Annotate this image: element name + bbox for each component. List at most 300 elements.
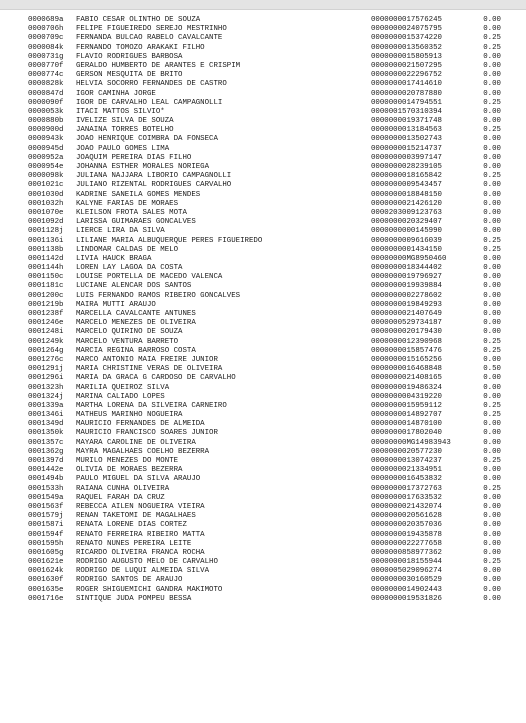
list-row [0, 540, 526, 549]
row-number: 0000000021407649 [371, 310, 442, 318]
row-code: 0001533h [28, 484, 64, 493]
row-number: 0000000019531826 [371, 594, 442, 603]
row-code: 0000828k [28, 80, 64, 89]
row-number: 0000000022277658 [371, 539, 442, 548]
row-number: 0000000020329407 [371, 218, 442, 227]
row-value: 0.00 [483, 429, 501, 438]
list-row [0, 246, 526, 255]
row-code: 0001442e [28, 466, 64, 475]
row-value: 0.00 [483, 254, 501, 263]
row-code: 0000774c [28, 71, 64, 80]
row-name: KLEILSON FROTA SALES MOTA [76, 208, 187, 217]
row-value: 0.00 [483, 328, 501, 337]
row-name: JANAINA TORRES BOTELHO [76, 126, 174, 135]
row-code: 0001070e [28, 208, 64, 217]
list-row [0, 420, 526, 429]
list-row [0, 218, 526, 227]
row-number: 0000000018344402 [371, 264, 442, 273]
row-name: MARIA DA GRACA G CARDOSO DE CARVALHO [76, 374, 236, 383]
row-code: 0001324j [28, 392, 64, 401]
list-row [0, 310, 526, 319]
row-number: 0000000014794551 [371, 98, 442, 107]
row-value: 0.00 [483, 521, 501, 530]
row-value: 0.25 [483, 245, 501, 254]
list-row [0, 191, 526, 200]
row-code: 0001605g [28, 548, 64, 557]
row-name: GERALDO HUMBERTO DE ARANTES E CRISPIM [76, 61, 241, 70]
row-code: 0000706h [28, 25, 64, 34]
row-code: 0001138b [28, 245, 64, 254]
row-name: JULIANO RIZENTAL RODRIGUES CARVALHO [76, 181, 232, 190]
row-code: 0000770f [28, 61, 64, 70]
row-number: 0000000013074237 [371, 457, 442, 465]
row-code: 0001246e [28, 319, 64, 328]
row-value: 0.25 [483, 337, 501, 346]
list-row [0, 282, 526, 291]
row-code: 0000954e [28, 163, 64, 171]
row-number: 0000000017802040 [371, 429, 442, 438]
candidate-listing [0, 16, 526, 604]
row-value: 0.25 [483, 457, 501, 465]
list-row [0, 90, 526, 99]
row-value: 0.00 [483, 291, 501, 300]
row-value: 0.00 [483, 208, 501, 217]
row-code: 0000098k [28, 172, 64, 181]
row-number: 0000000015165256 [371, 355, 442, 364]
list-row [0, 365, 526, 374]
list-row [0, 145, 526, 154]
list-row [0, 71, 526, 80]
row-name: OLIVIA DE MORAES BEZERRA [76, 466, 183, 475]
row-name: MAYRA MAGALHAES COELHO BEZERRA [76, 447, 210, 456]
row-value: 0.25 [483, 236, 501, 245]
row-value: 0.00 [483, 227, 501, 236]
row-code: 0001587i [28, 521, 64, 530]
row-name: MARIA CHRISTINE VERAS DE OLIVEIRA [76, 365, 223, 374]
list-row [0, 475, 526, 484]
row-number: 0000000013502743 [371, 135, 442, 144]
row-name: SINTIQUE JUDA POMPEU BESSA [76, 594, 192, 603]
row-code: 0000084k [28, 43, 64, 52]
row-number: 0000000014870100 [371, 420, 442, 429]
row-value: 0.00 [483, 383, 501, 392]
row-value: 0.00 [483, 25, 501, 34]
list-row [0, 503, 526, 512]
row-number: 0000000018165842 [371, 172, 442, 181]
row-number: 0000000019371748 [371, 117, 442, 126]
row-value: 0.00 [483, 493, 501, 502]
row-number: 0000005029096274 [371, 567, 442, 576]
list-row [0, 255, 526, 264]
row-code: 0001594f [28, 530, 64, 539]
list-row [0, 209, 526, 218]
row-number: 0000000021334951 [371, 466, 442, 475]
row-code: 0001248i [28, 328, 64, 337]
row-value: 0.00 [483, 218, 501, 227]
row-value: 0.00 [483, 52, 501, 61]
row-code: 0001136i [28, 236, 64, 245]
list-row [0, 512, 526, 521]
row-name: RAQUEL FARAH DA CRUZ [76, 493, 165, 502]
row-code: 0001323h [28, 383, 64, 392]
row-number: 0000000030160529 [371, 576, 442, 585]
row-number: 0000000001434150 [371, 245, 442, 254]
row-name: LUIS FERNANDO RAMOS RIBEIRO GONCALVES [76, 291, 241, 300]
row-code: 0001350k [28, 429, 64, 438]
row-value: 0.00 [483, 199, 501, 208]
row-value: 0.00 [483, 117, 501, 126]
row-number: 0000000016468848 [371, 365, 442, 374]
row-number: 0000000015857476 [371, 346, 442, 355]
row-code: 0001032h [28, 199, 64, 208]
row-name: IGOR CAMINHA JORGE [76, 89, 156, 98]
row-number: 0000000015959112 [371, 401, 442, 410]
row-name: FABIO CESAR OLINTHO DE SOUZA [76, 16, 201, 24]
row-name: HELVIA SOCORRO FERNANDES DE CASTRO [76, 80, 227, 89]
list-row [0, 292, 526, 301]
row-code: 0001144h [28, 264, 64, 273]
row-value: 0.00 [483, 135, 501, 144]
row-code: 0001563f [28, 502, 64, 511]
row-value: 0.00 [483, 475, 501, 484]
row-code: 0001092d [28, 218, 64, 227]
row-code: 0001357c [28, 438, 64, 447]
row-value: 0.00 [483, 71, 501, 80]
list-row [0, 44, 526, 53]
list-row [0, 457, 526, 466]
list-row [0, 53, 526, 62]
row-value: 0.00 [483, 374, 501, 383]
row-value: 0.00 [483, 310, 501, 318]
row-name: MARCELO VENTURA BARRETO [76, 337, 179, 346]
row-code: 0001219b [28, 300, 64, 309]
row-name: MAURICIO FERNANDES DE ALMEIDA [76, 420, 205, 429]
list-row [0, 319, 526, 328]
row-number: 0000000014902443 [371, 585, 442, 594]
list-row [0, 99, 526, 108]
row-code: 0001200c [28, 291, 64, 300]
row-name: MATHEUS MARINHO NOGUEIRA [76, 411, 183, 420]
row-code: 0001624k [28, 567, 64, 576]
row-value: 0.00 [483, 438, 501, 447]
row-value: 0.00 [483, 80, 501, 89]
row-code: 0001621e [28, 558, 64, 567]
row-number: 0000203009123763 [371, 208, 442, 217]
row-name: JOAO HENRIQUE COIMBRA DA FONSECA [76, 135, 218, 144]
row-value: 0.25 [483, 172, 501, 181]
row-value: 0.25 [483, 346, 501, 355]
row-number: 0000000018155944 [371, 558, 442, 567]
row-name: RENATO FERREIRA RIBEIRO MATTA [76, 530, 205, 539]
row-number: 0000000019939884 [371, 282, 442, 291]
row-value: 0.00 [483, 282, 501, 291]
row-value: 0.25 [483, 126, 501, 135]
row-code: 0000709c [28, 34, 64, 43]
row-name: KALYNE FARIAS DE MORAES [76, 199, 179, 208]
row-number: 0000000015214737 [371, 144, 442, 153]
row-name: GERSON MESQUITA DE BRITO [76, 71, 183, 80]
row-value: 0.00 [483, 181, 501, 190]
row-code: 0001150c [28, 273, 64, 282]
row-code: 0001630f [28, 576, 64, 585]
row-name: JULIANA NAJJARA LIBORIO CAMPAGNOLLI [76, 172, 232, 181]
row-number: 0000000019849293 [371, 300, 442, 309]
row-value: 0.00 [483, 447, 501, 456]
row-value: 0.00 [483, 567, 501, 576]
list-row [0, 356, 526, 365]
row-code: 0000689a [28, 16, 64, 24]
row-value: 0.00 [483, 319, 501, 328]
list-row [0, 16, 526, 25]
row-code: 0001296i [28, 374, 64, 383]
list-row [0, 200, 526, 209]
row-name: MAURICIO FRANCISCO SOARES JUNIOR [76, 429, 218, 438]
list-row [0, 494, 526, 503]
list-row [0, 181, 526, 190]
row-code: 0001291j [28, 365, 64, 374]
list-row [0, 549, 526, 558]
row-name: LOREN LAY LAGOA DA COSTA [76, 264, 183, 273]
row-value: 0.00 [483, 530, 501, 539]
row-number: 0000000019486324 [371, 383, 442, 392]
row-value: 0.00 [483, 264, 501, 273]
row-number: 00000000MG14983943 [371, 438, 451, 447]
row-number: 0000000019435878 [371, 530, 442, 539]
row-value: 0.00 [483, 355, 501, 364]
row-value: 0.00 [483, 153, 501, 162]
row-name: FELIPE FIGUEIREDO SEREJO MESTRINHO [76, 25, 227, 34]
row-number: 0000000019796927 [371, 273, 442, 282]
list-row [0, 328, 526, 337]
list-row [0, 384, 526, 393]
list-row [0, 154, 526, 163]
row-name: FERNANDO TOMOZO ARAKAKI FILHO [76, 43, 205, 52]
row-name: REBECCA AILEN NOGUEIRA VIEIRA [76, 502, 205, 511]
row-value: 0.00 [483, 16, 501, 24]
row-name: MARCIA REGINA BARROSO COSTA [76, 346, 196, 355]
row-code: 0001635e [28, 585, 64, 594]
list-row [0, 34, 526, 43]
row-number: 0000000014892707 [371, 411, 442, 420]
row-number: 0000000020577230 [371, 447, 442, 456]
row-name: RODRIGO SANTOS DE ARAUJO [76, 576, 183, 585]
list-row [0, 429, 526, 438]
row-code: 0000847d [28, 89, 64, 98]
row-code: 0001494b [28, 475, 64, 484]
row-value: 0.00 [483, 576, 501, 585]
row-number: 0000000015374220 [371, 34, 442, 43]
row-number: 0000000009543457 [371, 181, 442, 190]
list-row [0, 237, 526, 246]
list-row [0, 567, 526, 576]
row-name: MURILO MENEZES DO MONTE [76, 457, 179, 465]
row-name: LUCIANE ALENCAR DOS SANTOS [76, 282, 192, 291]
list-row [0, 402, 526, 411]
row-number: 0000000858977362 [371, 548, 442, 557]
row-number: 0000000017372763 [371, 484, 442, 493]
row-code: 0001249k [28, 337, 64, 346]
row-value: 0.25 [483, 484, 501, 493]
row-value: 0.00 [483, 420, 501, 429]
row-name: MAIRA MUTTI ARAUJO [76, 300, 156, 309]
row-number: 0000000024075795 [371, 25, 442, 34]
list-row [0, 595, 526, 604]
row-name: FERNANDA BULCAO RABELO CAVALCANTE [76, 34, 223, 43]
row-code: 0001181c [28, 282, 64, 291]
row-name: RODRIGO DE LUQUI ALMEIDA SILVA [76, 567, 210, 576]
row-name: RENAN TAKETOMI DE MAGALHAES [76, 512, 196, 521]
row-number: 0000000013560352 [371, 43, 442, 52]
row-code: 0001346i [28, 411, 64, 420]
row-value: 0.00 [483, 502, 501, 511]
row-code: 0000900d [28, 126, 64, 135]
row-number: 0000000021507295 [371, 61, 442, 70]
row-number: 0000000028239105 [371, 163, 442, 171]
list-row [0, 411, 526, 420]
row-number: 0000000020561628 [371, 512, 442, 521]
list-row [0, 586, 526, 595]
row-name: MARCELLA CAVALCANTE ANTUNES [76, 310, 196, 318]
row-value: 0.00 [483, 585, 501, 594]
list-row [0, 273, 526, 282]
list-row [0, 576, 526, 585]
list-row [0, 172, 526, 181]
row-number: 0000000021426120 [371, 199, 442, 208]
row-number: 0000000020357036 [371, 521, 442, 530]
list-row [0, 347, 526, 356]
row-code: 0001716e [28, 594, 64, 603]
row-name: MARILIA QUEIROZ SILVA [76, 383, 170, 392]
row-name: FLAVIO RODRIGUES BARBOSA [76, 52, 183, 61]
list-row [0, 135, 526, 144]
row-value: 0.00 [483, 594, 501, 603]
row-code: 0000880b [28, 117, 64, 126]
list-row [0, 80, 526, 89]
row-number: 0000000009616039 [371, 236, 442, 245]
row-name: RAIANA CUNHA OLIVEIRA [76, 484, 170, 493]
row-code: 0001362g [28, 447, 64, 456]
list-row [0, 531, 526, 540]
row-value: 0.25 [483, 411, 501, 420]
row-number: 0000000002278602 [371, 291, 442, 300]
row-value: 0.00 [483, 144, 501, 153]
row-code: 0001397d [28, 457, 64, 465]
row-value: 0.25 [483, 401, 501, 410]
row-number: 0000000004319220 [371, 392, 442, 401]
row-name: MARCELO MENEZES DE OLIVEIRA [76, 319, 196, 328]
row-number: 0000000017414610 [371, 80, 442, 89]
row-number: 0000000018848150 [371, 190, 442, 199]
row-code: 0001349d [28, 420, 64, 429]
row-name: ROGER SHIGUEMICHI GANDRA MAKIMOTO [76, 585, 223, 594]
row-code: 0001128j [28, 227, 64, 236]
row-code: 0000952a [28, 153, 64, 162]
list-row [0, 227, 526, 236]
top-bar [0, 0, 526, 10]
row-name: KADRINE SANEILA GOMES MENDES [76, 190, 201, 199]
row-value: 0.25 [483, 98, 501, 107]
list-row [0, 62, 526, 71]
row-number: 0000000017633532 [371, 493, 442, 502]
row-name: JOHANNA ESTHER MORALES NORIEGA [76, 163, 210, 171]
row-value: 0.00 [483, 392, 501, 401]
row-name: MAYARA CAROLINE DE OLIVEIRA [76, 438, 196, 447]
row-value: 0.50 [483, 365, 501, 374]
row-code: 0001579j [28, 512, 64, 521]
row-number: 0000000020179430 [371, 328, 442, 337]
row-code: 0001021c [28, 181, 64, 190]
row-value: 0.00 [483, 512, 501, 521]
row-number: 0000000003997147 [371, 153, 442, 162]
row-code: 0001276c [28, 355, 64, 364]
row-value: 0.25 [483, 34, 501, 43]
list-row [0, 466, 526, 475]
row-number: 0000000013184563 [371, 126, 442, 135]
row-name: JOAO PAULO GOMES LIMA [76, 144, 170, 153]
row-code: 0001339a [28, 401, 64, 410]
row-number: 0000000015805913 [371, 52, 442, 61]
list-row [0, 25, 526, 34]
row-name: MARINA CALIADO LOPES [76, 392, 165, 401]
row-code: 0000731g [28, 52, 64, 61]
row-code: 0000943k [28, 135, 64, 144]
row-name: MARCELO QUIRINO DE SOUZA [76, 328, 183, 337]
row-value: 0.00 [483, 190, 501, 199]
row-code: 0001549a [28, 493, 64, 502]
row-value: 0.00 [483, 89, 501, 98]
row-value: 0.00 [483, 466, 501, 475]
row-value: 0.00 [483, 539, 501, 548]
row-value: 0.00 [483, 273, 501, 282]
list-row [0, 117, 526, 126]
list-row [0, 439, 526, 448]
row-number: 0000000012390968 [371, 337, 442, 346]
row-name: LILIANE MARIA ALBUQUERQUE PERES FIGUEIREDO [76, 236, 263, 245]
row-number: 00000000MG8950460 [371, 254, 447, 263]
row-name: LIVIA HAUCK BRAGA [76, 254, 152, 263]
list-row [0, 163, 526, 172]
row-code: 0001030d [28, 190, 64, 199]
row-name: RENATA LORENE DIAS CORTEZ [76, 521, 187, 530]
row-number: 0000000529734187 [371, 319, 442, 328]
row-code: 0001142d [28, 254, 64, 263]
list-row [0, 485, 526, 494]
list-row [0, 558, 526, 567]
row-name: MARCO ANTONIO MAIA FREIRE JUNIOR [76, 355, 218, 364]
list-row [0, 393, 526, 402]
row-name: RICARDO OLIVEIRA FRANCA ROCHA [76, 548, 205, 557]
row-name: IGOR DE CARVALHO LEAL CAMPAGNOLLI [76, 98, 223, 107]
row-value: 0.00 [483, 163, 501, 171]
row-name: ITACI MATTOS SILVIO* [76, 107, 165, 116]
row-number: 0000000022296752 [371, 71, 442, 80]
list-row [0, 374, 526, 383]
row-value: 0.00 [483, 61, 501, 70]
row-code: 0000053k [28, 107, 64, 116]
row-code: 0000945d [28, 144, 64, 153]
row-number: 0000000020787880 [371, 89, 442, 98]
list-row [0, 108, 526, 117]
list-row [0, 338, 526, 347]
row-number: 0000000000145990 [371, 227, 442, 236]
row-number: 0000000017576245 [371, 16, 442, 24]
row-name: IVELIZE SILVA DE SOUZA [76, 117, 174, 126]
list-row [0, 301, 526, 310]
row-code: 0000090f [28, 98, 64, 107]
row-name: RODRIGO AUGUSTO MELO DE CARVALHO [76, 558, 218, 567]
row-name: JOAQUIM PEREIRA DIAS FILHO [76, 153, 192, 162]
row-value: 0.00 [483, 548, 501, 557]
